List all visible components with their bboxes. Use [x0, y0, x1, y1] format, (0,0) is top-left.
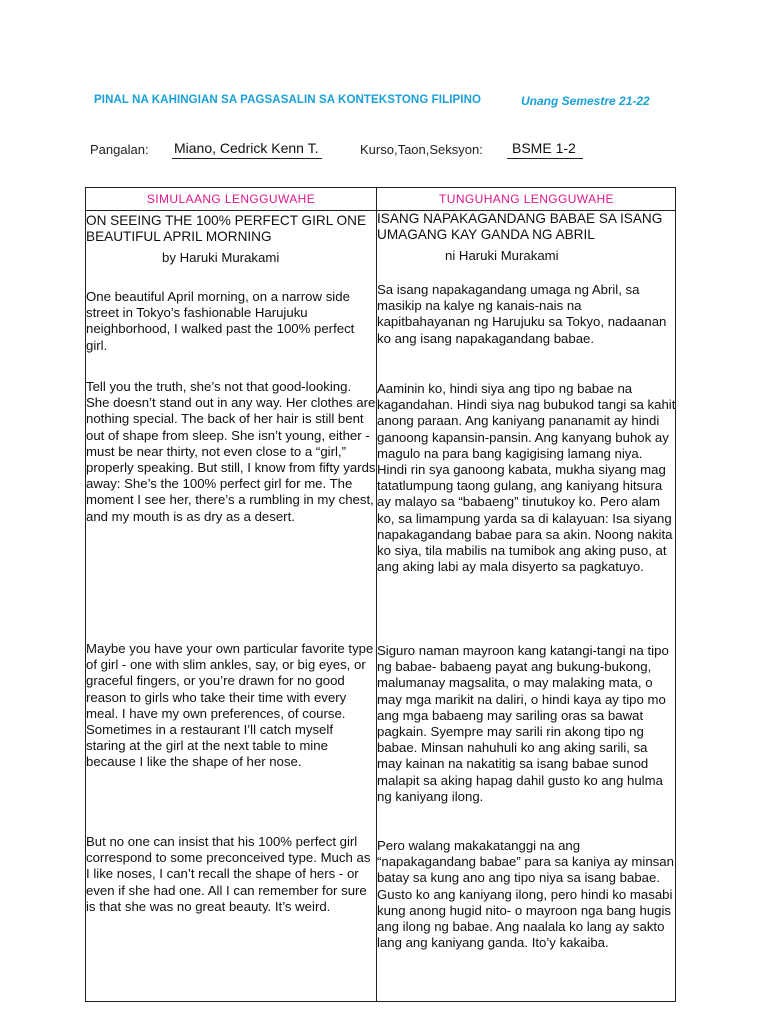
source-paragraph: Maybe you have your own particular favorite type of girl - one with slim ankles, say, or big eyes, or graceful fingers, or you’re drawn for no good reason to girls who take their time with every meal. I have my own preferences, of course. Sometimes in a restaurant I’ll catch myself staring at the girl at the next table to mine because I like the shape of her nose. — [86, 641, 374, 770]
semester-label: Unang Semestre 21-22 — [521, 94, 650, 108]
target-author: ni Haruki Murakami — [445, 248, 559, 263]
source-language-header: SIMULAANG LENGGUWAHE — [146, 192, 316, 206]
source-paragraph: But no one can insist that his 100% perfect girl correspond to some preconceived type. Much as I like noses, I can’t recall the shape of hers - or even if she had one. All I can remember for sure is that she was no great beauty. It’s weird. — [86, 834, 371, 914]
course-label: Kurso,Taon,Seksyon: — [360, 142, 483, 157]
target-language-header: TUNGUHANG LENGGUWAHE — [439, 192, 614, 206]
course-value: BSME 1-2 — [512, 140, 576, 156]
source-author: by Haruki Murakami — [162, 250, 280, 265]
source-title: ON SEEING THE 100% PERFECT GIRL ONE BEAUTIFUL APRIL MORNING — [86, 213, 367, 244]
target-paragraph: Pero walang makakatanggi na ang “napakagandang babae” para sa kaniya ay minsan batay sa kung ano ang tipo niya sa isang babae. Gusto ko ang kaniyang ilong, pero hindi ko masabi kung anong hugid nito- o mayroon nga bang hugis ang ilong ng babae. Ang naalala ko lang ay sakto lang ang kaniyang ganda. Ito’y kakaiba. — [377, 838, 674, 951]
target-paragraph: Sa isang napakagandang umaga ng Abril, sa masikip na kalye ng kanais-nais na kapitbahayanan ng Harujuku sa Tokyo, nadaanan ko ang isang napakagandang babae. — [377, 282, 667, 346]
target-paragraph: Siguro naman mayroon kang katangi-tangi na tipo ng babae- babaeng payat ang bukung-bukong, malumanay magsalita, o may malaking mata, o may mga marikit na daliri, o hindi kaya ay tipo mo ang mga babaeng may sariling oras sa bawat pagkain. Syempre may sarili rin akong tipo ng babae. Minsan nahuhuli ko ang aking sarili, sa may kainan na nakatitig sa isang babae sunod malapit sa aking hapag dahil gusto ko ang hulma ng kaniyang ilong. — [377, 643, 669, 804]
target-title: ISANG NAPAKAGANDANG BABAE SA ISANG UMAGANG KAY GANDA NG ABRIL — [377, 211, 663, 242]
source-paragraph: Tell you the truth, she’s not that good-looking. She doesn’t stand out in any way. Her clothes are nothing special. The back of her hair is still bent out of shape from sleep. She isn’t young, either - must be near thirty, not even close to a “girl,” properly speaking. But still, I know from fifty yards away: She’s the 100% perfect girl for me. The moment I see her, there’s a rumbling in my chest, and my mouth is as dry as a desert. — [86, 379, 376, 524]
name-label: Pangalan: — [90, 142, 149, 157]
name-underline — [172, 158, 322, 159]
course-underline — [507, 158, 583, 159]
table-header-row — [86, 188, 675, 211]
name-value: Miano, Cedrick Kenn T. — [174, 140, 319, 156]
target-paragraph: Aaminin ko, hindi siya ang tipo ng babae na kagandahan. Hindi siya nag bubukod tangi sa kahit anong paraan. Ang kaniyang pananamit ay hindi ganoong kapansin-pansin. Ang kanyang buhok ay magulo na para bang kagigising lamang niya. Hindi rin sya ganoong kabata, mukha siyang mag tatatlumpung taong gulang, ang kaniyang hitsura ay malayo sa “babaeng” tinutukoy ko. Pero alam ko, sa limampung yarda sa di kalayuan: Isa siyang napakagandang babae para sa akin. Noong nakita ko siya, tila mabilis na tumibok ang aking puso, at ang aking labi ay mala disyerto sa pagkatuyo. — [377, 381, 676, 575]
translation-table — [85, 187, 676, 1002]
source-paragraph: One beautiful April morning, on a narrow side street in Tokyo’s fashionable Harujuku neighborhood, I walked past the 100% perfect girl. — [86, 289, 355, 353]
document-header-title: PINAL NA KAHINGIAN SA PAGSASALIN SA KONTEKSTONG FILIPINO — [94, 94, 482, 106]
